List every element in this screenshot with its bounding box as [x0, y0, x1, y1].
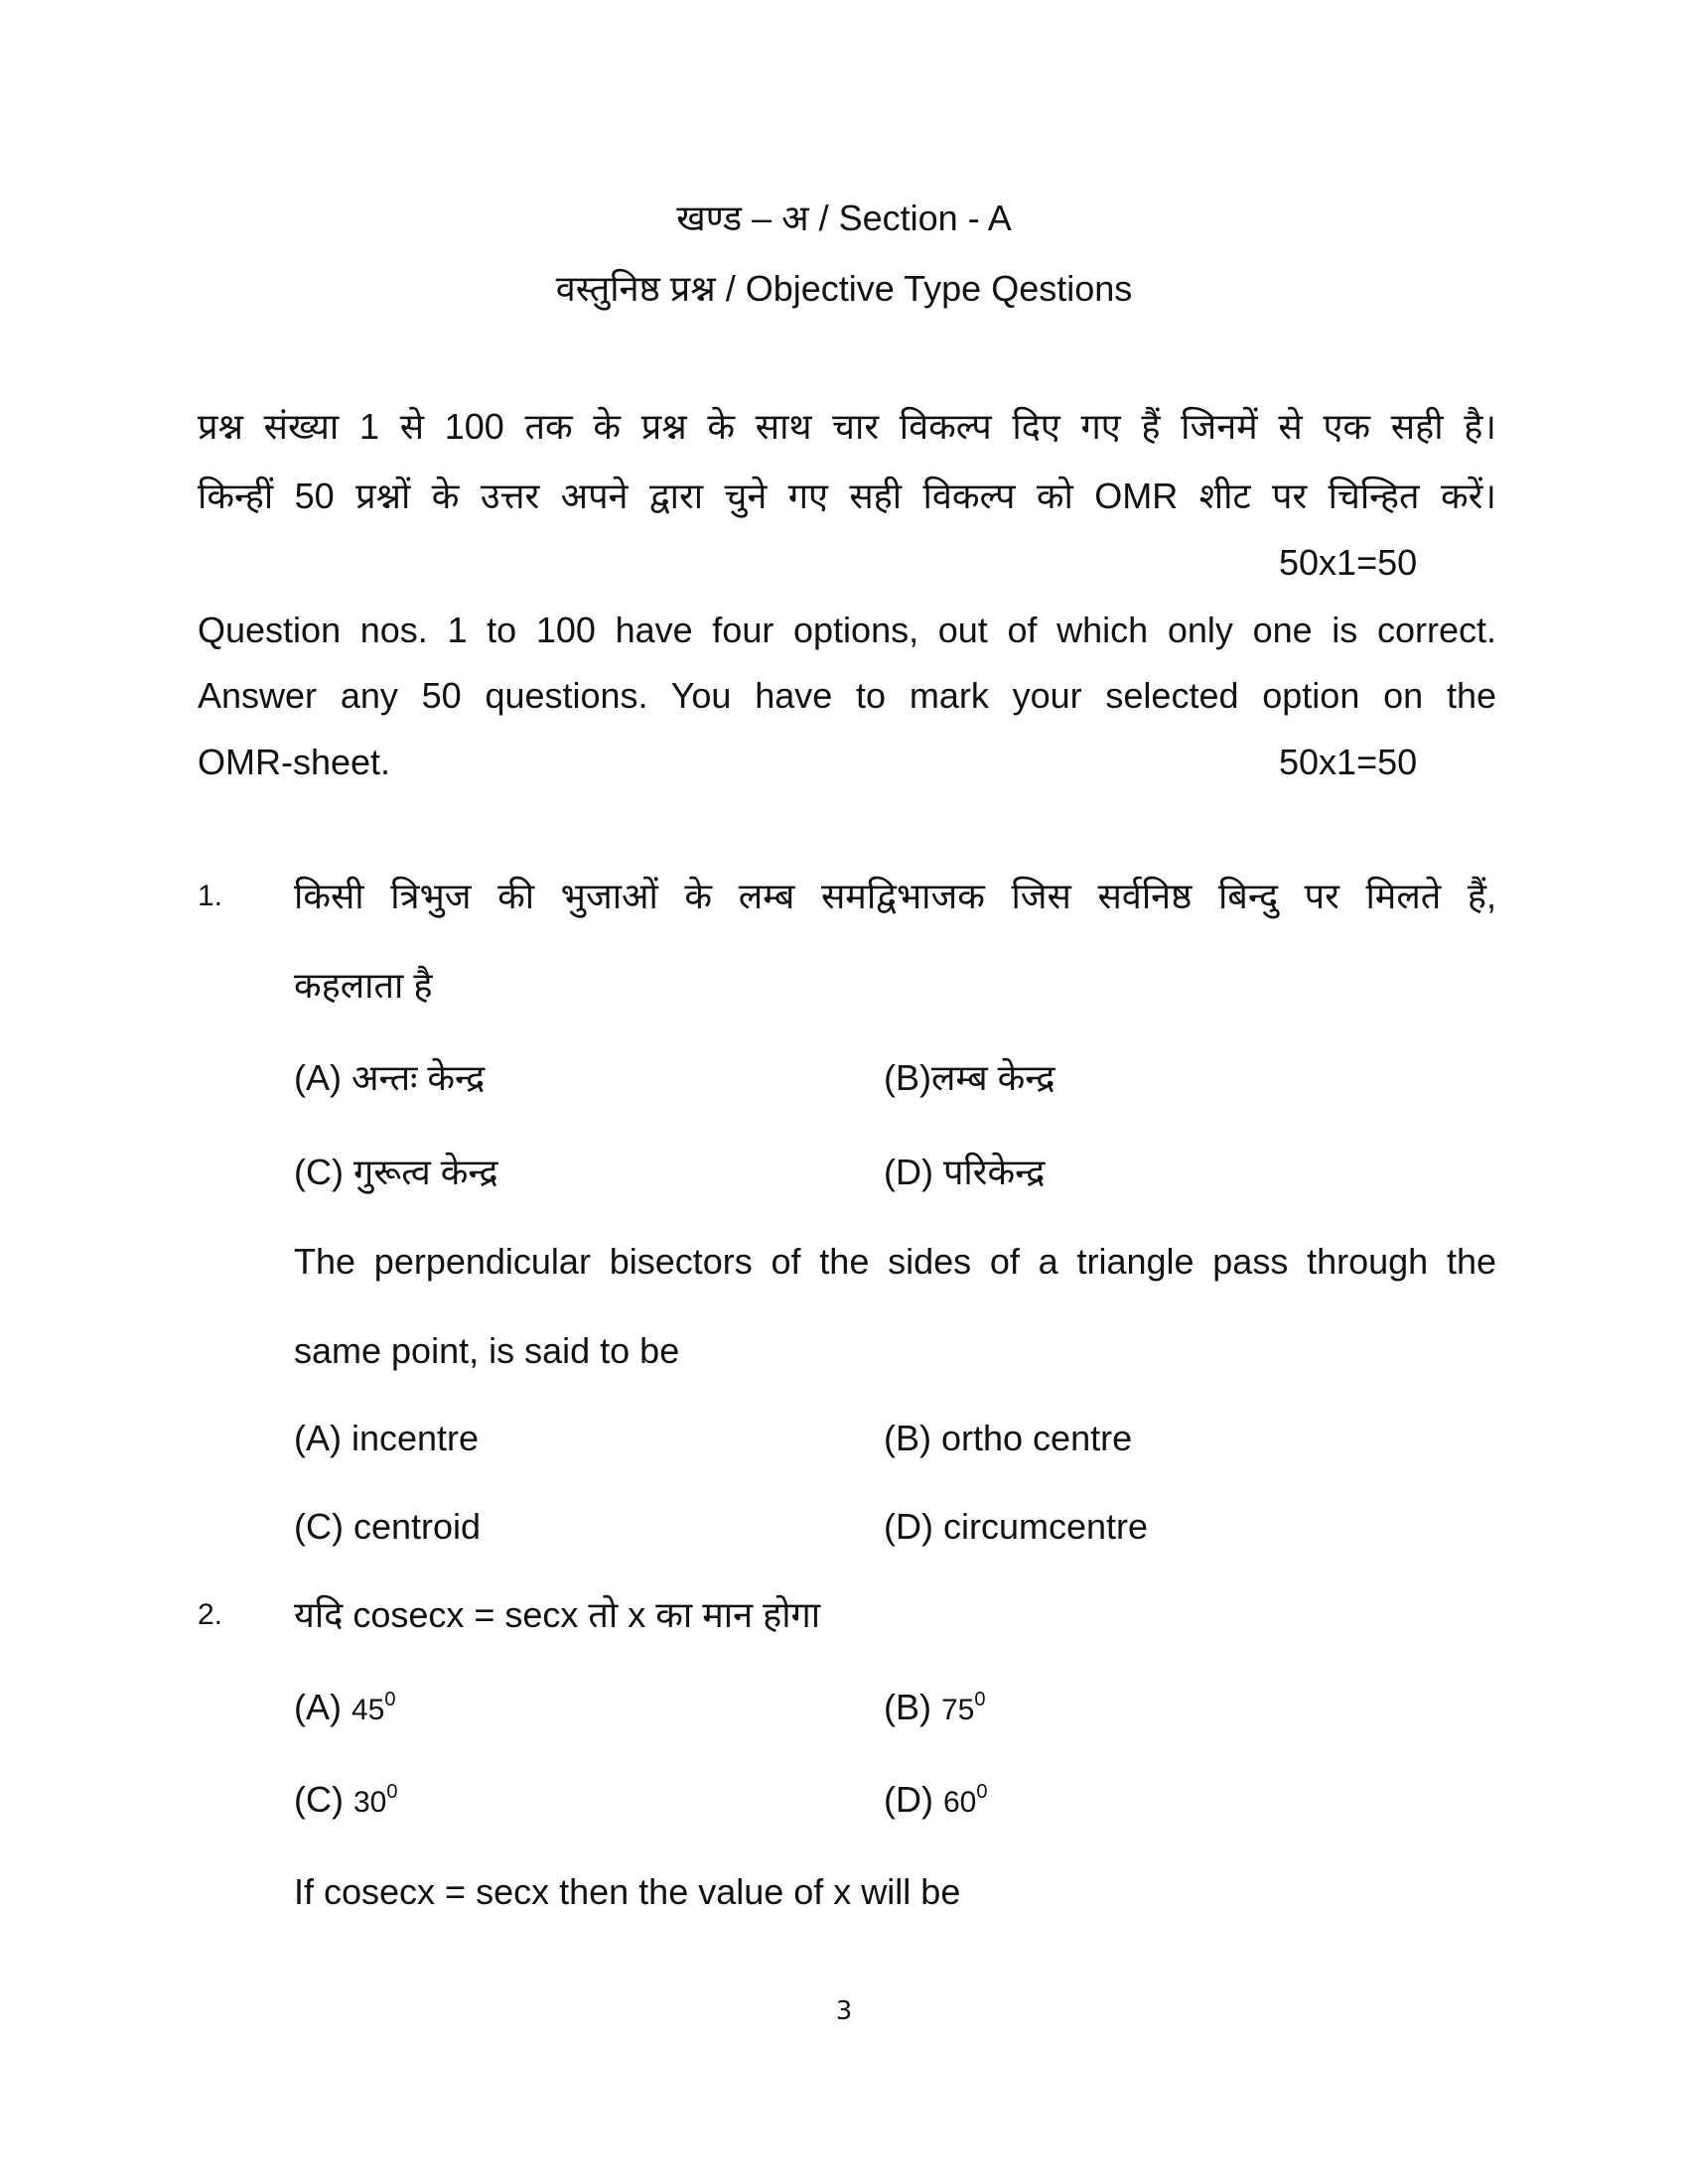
question-number: 2.: [198, 1598, 223, 1631]
option-label: (C): [294, 1779, 353, 1820]
option-a-english: (A) incentre: [294, 1418, 480, 1458]
option-a-hindi: (A) अन्तः केन्द्र: [294, 1057, 486, 1098]
option-c-english: (C) centroid: [294, 1506, 482, 1547]
option-b-english: (B) ortho centre: [884, 1418, 1133, 1458]
question-text-english: The perpendicular bisectors of the sides of a triangle pass through the: [294, 1241, 1496, 1282]
question-text-english: If cosecx = secx then the value of x will be: [294, 1871, 961, 1912]
option-c: [294, 1778, 397, 1825]
instruction-english-line: OMR-sheet.: [198, 742, 391, 782]
marks-english: 50x1=50: [1279, 742, 1418, 782]
option-label: (B): [884, 1687, 941, 1727]
degree-superscript: 0: [974, 1689, 986, 1710]
option-label: (A): [294, 1687, 352, 1727]
option-d: [884, 1778, 987, 1825]
question-text-hindi: कहलाता है: [294, 965, 433, 1006]
degree-superscript: 0: [386, 1781, 398, 1803]
marks-hindi: 50x1=50: [1279, 542, 1418, 583]
instruction-english-line: Answer any 50 questions. You have to mark your selected option on the: [198, 675, 1496, 716]
instruction-hindi-line: प्रश्न संख्या 1 से 100 तक के प्रश्न के साथ चार विकल्प दिए गए हैं जिनमें से एक सही है।: [198, 406, 1496, 447]
option-a: [294, 1686, 396, 1732]
option-label: (D): [884, 1779, 943, 1820]
question-text-hindi: यदि cosecx = secx तो x का मान होगा: [294, 1594, 821, 1635]
instruction-hindi-line: किन्हीं 50 प्रश्नों के उत्तर अपने द्वारा चुने गए सही विकल्प को OMR शीट पर चिन्हित करें।: [198, 476, 1496, 516]
question-number: 1.: [198, 880, 223, 912]
question-text-hindi: किसी त्रिभुज की भुजाओं के लम्ब समद्विभाजक जिस सर्वनिष्ठ बिन्दु पर मिलते हैं,: [294, 876, 1496, 916]
question-text-english: same point, is said to be: [294, 1330, 680, 1371]
instruction-english-line: Question nos. 1 to 100 have four options, out of which only one is correct.: [198, 610, 1496, 650]
option-value: 30: [352, 1786, 387, 1819]
page-number: 3: [835, 1996, 853, 2026]
option-c-hindi: (C) गुरूत्व केन्द्र: [294, 1152, 498, 1192]
degree-superscript: 0: [384, 1689, 396, 1710]
section-subtitle: वस्तुनिष्ठ प्रश्न / Objective Type Qestions: [555, 268, 1133, 309]
degree-superscript: 0: [976, 1781, 988, 1803]
option-d-english: (D) circumcentre: [884, 1506, 1149, 1547]
option-b: [884, 1686, 986, 1732]
section-title: खण्ड – अ / Section - A: [676, 198, 1012, 238]
option-b-hindi: (B)लम्ब केन्द्र: [884, 1057, 1055, 1098]
option-d-hindi: (D) परिकेन्द्र: [884, 1152, 1046, 1192]
option-value: 45: [352, 1694, 385, 1726]
option-value: 60: [942, 1786, 977, 1819]
option-value: 75: [941, 1694, 975, 1726]
